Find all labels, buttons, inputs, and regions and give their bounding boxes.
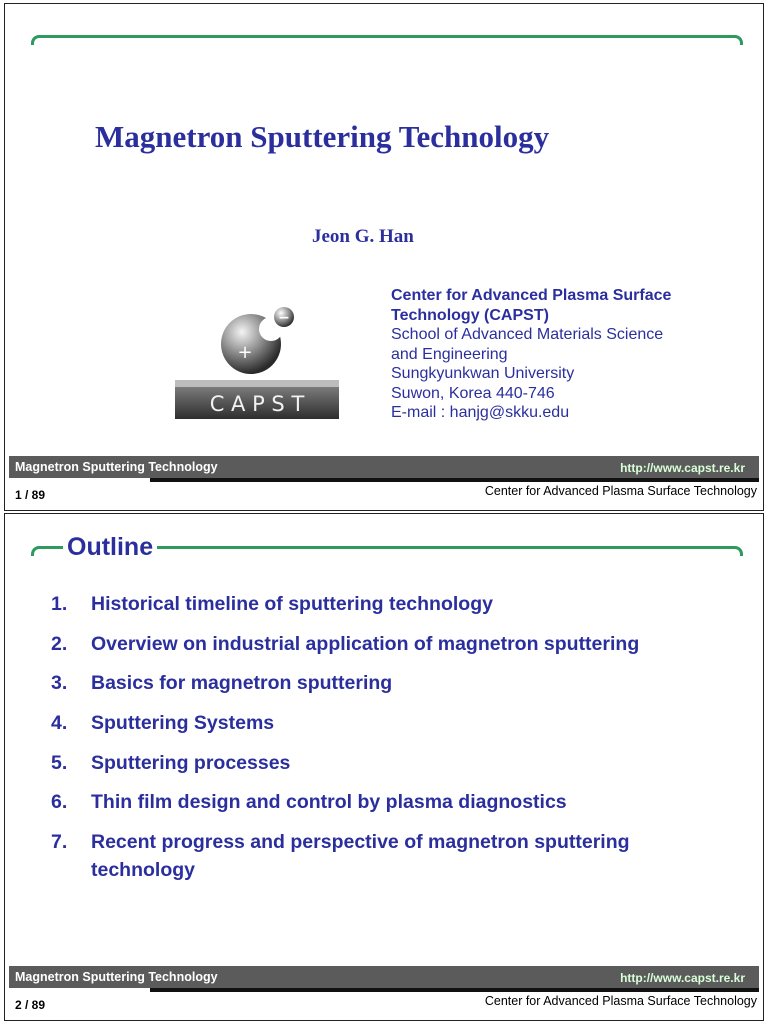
outline-list xyxy=(51,590,731,896)
capst-logo xyxy=(171,301,341,421)
list-item: 3. Basics for magnetron sputtering xyxy=(51,672,393,695)
svg-text:−: − xyxy=(278,310,290,326)
footer-org: Center for Advanced Plasma Surface Technology xyxy=(484,484,757,498)
footer-title: Magnetron Sputtering Technology xyxy=(15,460,218,474)
slide-title: Outline xyxy=(63,533,157,562)
slide-2 xyxy=(4,513,764,1021)
footer-divider xyxy=(150,478,759,482)
footer-bar xyxy=(9,966,759,988)
footer-title: Magnetron Sputtering Technology xyxy=(15,970,218,984)
slide-1 xyxy=(4,3,764,511)
list-item: 5. Sputtering processes xyxy=(51,751,291,774)
footer-url[interactable]: http://www.capst.re.kr xyxy=(620,971,745,985)
footer-divider xyxy=(150,988,759,992)
svg-text:+: + xyxy=(237,342,253,363)
logo-text: C A P S T xyxy=(209,392,305,416)
footer-url[interactable]: http://www.capst.re.kr xyxy=(620,461,745,475)
list-item: 6. Thin film design and control by plasma diagnostics xyxy=(51,791,567,814)
list-item: 7. Recent progress and perspective of magnetron sputtering technology xyxy=(51,831,630,882)
list-item: 2. Overview on industrial application of magnetron sputtering xyxy=(51,632,640,655)
list-item: 1. Historical timeline of sputtering technology xyxy=(51,593,493,615)
page-number: 1 / 89 xyxy=(15,488,46,502)
author-name: Jeon G. Han xyxy=(312,226,414,247)
footer-bar xyxy=(9,456,759,478)
email-text: E-mail : hanjg@skku.edu xyxy=(391,404,570,421)
footer-org: Center for Advanced Plasma Surface Technology xyxy=(484,994,757,1008)
header-bracket xyxy=(31,35,743,45)
list-item: 4. Sputtering Systems xyxy=(51,712,275,735)
page-number: 2 / 89 xyxy=(15,998,46,1012)
slide-title: Magnetron Sputtering Technology xyxy=(95,119,550,154)
affiliation: Center for Advanced Plasma Surface Technology (CAPST) School of Advanced Materials Science and Engineering Sungkyunkwan University Suwon, Korea 440-746 E-mail : hanjg@skku.edu xyxy=(391,287,672,421)
